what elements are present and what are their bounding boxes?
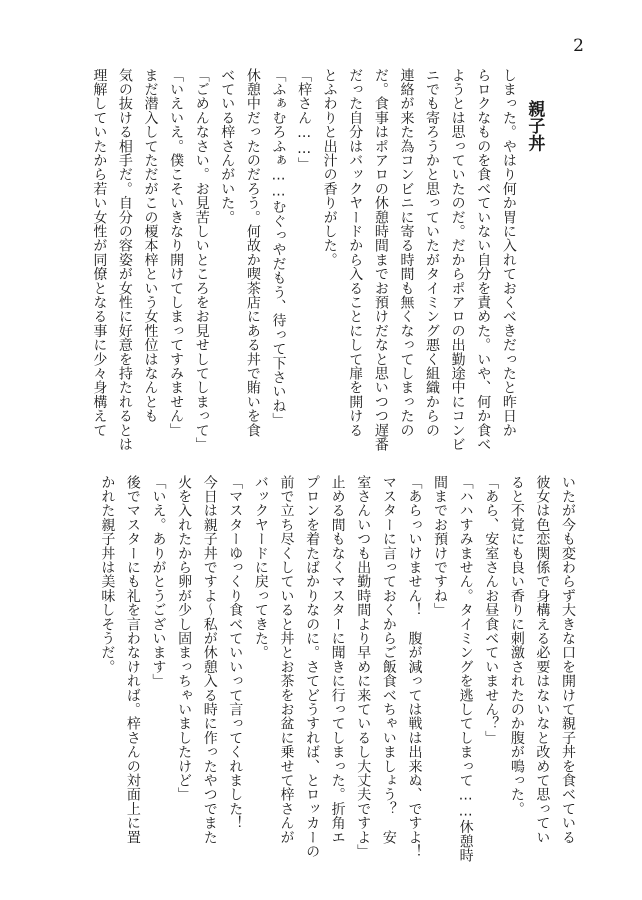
text-line: とふわりと出汁の香りがした。 — [321, 68, 338, 267]
text-line: 連絡が来た為コンビニに寄る時間も無くなってしまったの — [398, 68, 415, 438]
text-line: かれた親子丼は美味しそうだ。 — [99, 475, 116, 674]
text-line: バックヤードに戻ってきた。 — [252, 475, 269, 660]
text-line: 間までお預けですね」 — [432, 475, 449, 617]
text-line: 「ハハすみません。タイミングを逃してしまって……休憩時 — [457, 475, 474, 863]
text-line: 「あら、安室さんお昼食べていません？」 — [483, 475, 500, 745]
text-line: 気の抜ける相手だ。自分の容姿が女性に好意を持たれるとは — [116, 68, 133, 452]
upper-text-block — [86, 68, 572, 452]
text-line: 止める間もなくマスターに聞きに行ってしまった。折角エ — [329, 475, 346, 845]
text-line: 「ごめんなさい。お見苦しいところをお見せしてしまって」 — [193, 68, 210, 452]
text-line: プロンを着たばかりなのに。さてどうすれば、とロッカーの — [304, 475, 321, 859]
text-line: べている梓さんがいた。 — [219, 68, 236, 225]
text-line: 彼女は色恋関係で身構える必要はないなと改めて思ってい — [534, 475, 551, 845]
text-line: だった自分はバックヤードから入ることにして扉を開ける — [347, 68, 364, 438]
text-line: だ。食事はポアロの休憩時間までお預けだなと思いつつ遅番 — [372, 68, 389, 452]
lower-text-block — [94, 475, 580, 863]
text-line: いたが今も変わらず大きな口を開けて親子丼を食べている — [560, 475, 576, 845]
text-line: 「マスターゆっくり食べていいって言ってくれました！ — [227, 475, 244, 830]
text-line: 今日は親子丼ですよ～私が休憩入る時に作ったやつでまた — [201, 475, 218, 845]
text-line: まだ潜入してただがこの榎本梓という女性位はなんとも — [142, 68, 159, 423]
text-line: 室さんいつも出勤時間より早めに来ているし大丈夫ですよ」 — [355, 475, 372, 859]
text-line: ると不覚にも良い香りに刺激されたのか腹が鳴った。 — [508, 475, 525, 816]
text-line: 「いえ。ありがとうございます」 — [150, 475, 167, 688]
text-line: ようとは思っていたのだ。だからポアロの出勤途中にコンビ — [449, 68, 466, 452]
text-line: マスターに言っておくからご飯食べちゃいましょう？ 安 — [380, 475, 397, 845]
page-number: 2 — [573, 36, 584, 56]
text-line: 火を入れたから卵が少し固まっちゃいましたけど」 — [176, 475, 193, 802]
text-line: 後でマスターにも礼を言わなければ。梓さんの対面上に置 — [124, 475, 141, 845]
text-line: らロクなものを食べていない自分を責めた。いや、何か食べ — [475, 68, 492, 452]
text-line: しまった。やはり何か胃に入れておくべきだったと昨日か — [500, 68, 517, 438]
text-line: 「梓さん……」 — [296, 68, 313, 172]
text-line: 休憩中だったのだろう。何故か喫茶店にある丼で賄いを食 — [244, 68, 261, 438]
text-line: 理解していたから若い女性が同僚となる事に少々身構えて — [91, 68, 108, 438]
text-line: 「いえいえ。僕こそいきなり開けてしまってすみません」 — [168, 68, 185, 438]
chapter-title: 親子丼 — [524, 100, 545, 153]
text-line: 「あらっいけません！ 腹が減っては戦は出来ぬ、ですよ！ — [406, 475, 423, 859]
text-line: ニでも寄ろうかと思っていたがタイミング悪く組織からの — [424, 68, 441, 438]
text-line: 「ふぁむろふぁ……むぐっやだもう、待って下さいね」 — [270, 68, 287, 427]
text-line: 前で立ち尽くしていると丼とお茶をお盆に乗せて梓さんが — [278, 475, 295, 845]
